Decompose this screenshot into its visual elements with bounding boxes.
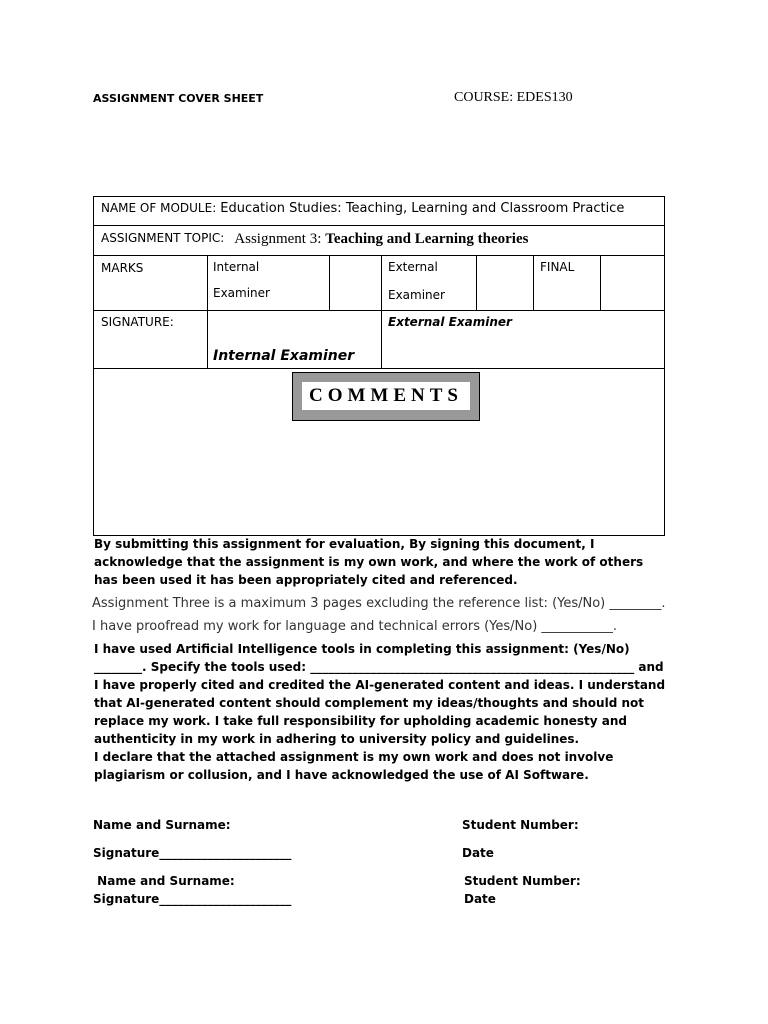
date-label: Date — [462, 846, 494, 860]
external-examiner-line1: External — [388, 260, 438, 274]
internal-examiner-label: Internal Examiner — [213, 348, 355, 364]
signature-label: SIGNATURE: — [101, 315, 174, 329]
submission-declaration: By submitting this assignment for evaluation, By signing this document, I acknowledge that the assignment is my own work, and where the work of others has been used it has been appropriately cited and referenced. — [94, 537, 644, 587]
student-number-label: Student Number: — [462, 818, 579, 832]
col-divider — [533, 255, 534, 310]
col-divider — [329, 255, 330, 310]
course-code: COURSE: EDES130 — [454, 90, 573, 105]
student-number-label-2: Student Number: — [464, 874, 581, 888]
module-row — [101, 202, 624, 216]
topic-row — [101, 231, 528, 248]
comments-heading: COMMENTS — [302, 382, 470, 410]
row-divider — [94, 225, 664, 226]
external-examiner-label: External Examiner — [388, 315, 512, 329]
proofread-question: I have proofread my work for language and technical errors (Yes/No) ___________. — [92, 619, 618, 634]
pages-question: Assignment Three is a maximum 3 pages excluding the reference list: (Yes/No) ________. — [92, 596, 666, 611]
document-title: ASSIGNMENT COVER SHEET — [93, 92, 264, 105]
col-divider — [476, 255, 477, 310]
signature-line: Signature______________________ — [93, 846, 292, 860]
internal-examiner-line1: Internal — [213, 260, 260, 274]
row-divider — [94, 368, 664, 369]
ai-declaration: I have used Artificial Intelligence tools in completing this assignment: (Yes/No) ________. Specify the tools used: ______________________________________________________ and I have properly cited and credited the AI-generated content and ideas. I understand that AI-generated content should complement my ideas/thoughts and should not replace my work. I take full responsibility for upholding academic honesty and authenticity in my work in adhering to university policy and guidelines. — [94, 642, 666, 746]
external-examiner-line2: Examiner — [388, 288, 445, 302]
topic-label: ASSIGNMENT TOPIC: — [101, 231, 225, 245]
col-divider — [207, 255, 208, 368]
module-label: NAME OF MODULE: — [101, 201, 217, 215]
marks-label: MARKS — [101, 261, 144, 275]
cover-table — [93, 196, 665, 536]
row-divider — [94, 310, 664, 311]
col-divider — [600, 255, 601, 310]
row-divider — [94, 255, 664, 256]
topic-prefix: Assignment 3: — [234, 231, 322, 247]
name-surname-label-2: Name and Surname: — [93, 874, 235, 888]
name-surname-label: Name and Surname: — [93, 818, 231, 832]
internal-examiner-line2: Examiner — [213, 286, 270, 300]
col-divider — [381, 255, 382, 368]
signature-line-2: Signature______________________ — [93, 892, 292, 906]
plagiarism-declaration: I declare that the attached assignment is my own work and does not involve plagiarism or collusion, and I have acknowledged the use of AI Software. — [94, 750, 614, 782]
module-value: Education Studies: Teaching, Learning and Classroom Practice — [220, 201, 625, 216]
final-label: FINAL — [540, 260, 575, 274]
topic-title: Teaching and Learning theories — [325, 231, 529, 247]
comments-heading-box — [292, 372, 480, 421]
date-label-2: Date — [464, 892, 496, 906]
